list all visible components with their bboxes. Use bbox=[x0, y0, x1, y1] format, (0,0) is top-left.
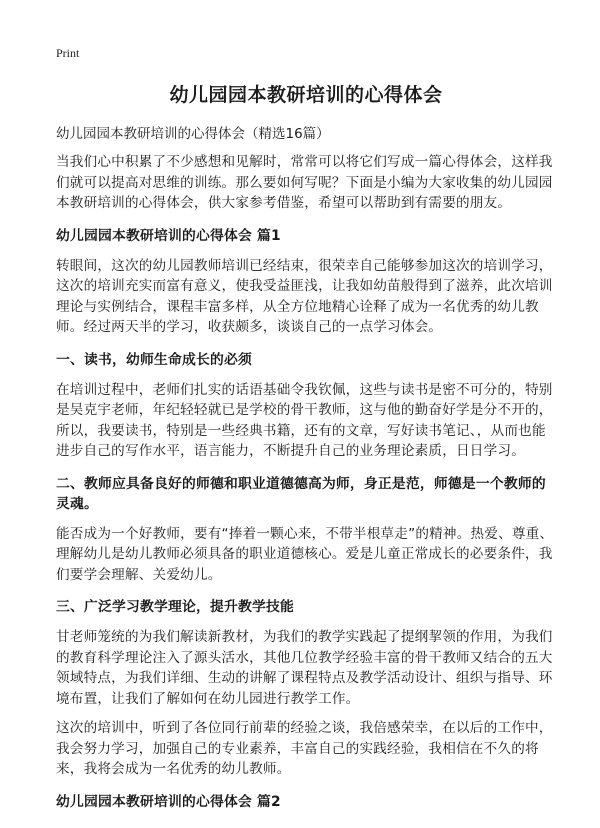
section-heading: 三、广泛学习教学理论，提升教学技能 bbox=[56, 599, 294, 615]
section-heading: 幼儿园园本教研培训的心得体会 篇1 bbox=[56, 227, 281, 244]
section-paragraph: 在培训过程中，老师们扎实的话语基础令我钦佩，这些与读书是密不可分的，特别是吴克宇老师，年纪轻轻就已是学校的骨干教师，这与他的勤奋好学是分不开的，所以，我要读书，特别是一些经典书籍，还有的文章，写好读书笔记、，从而也能进步自己的写作水平，语言能力，不断提升自己的业务理论素质，日日学习。 bbox=[56, 381, 553, 459]
page-title: 幼儿园园本教研培训的心得体会 bbox=[169, 84, 443, 106]
section-paragraph: 甘老师笼统的为我们解读新教材，为我们的教学实践起了提纲挈领的作用，为我们的教育科学理论注入了源头活水，其他几位教学经验丰富的骨干教师又结合的五大领域特点，为我们详细、生动的讲解了课程特点及教学活动设计、组织与指导、环境布置，让我们了解如何在幼儿园进行教学工作。 bbox=[56, 629, 553, 707]
section-heading: 二、教师应具备良好的师德和职业道德德高为师，身正是范，师德是一个教师的灵魂。 bbox=[56, 475, 546, 512]
article-body bbox=[56, 152, 556, 822]
section-paragraph: 能否成为一个好教师，要有“捧着一颗心来，不带半根草走”的精神。热爱、尊重、理解幼儿是幼儿教师必须具备的职业道德核心。爱是儿童正常成长的必要条件，我们要学会理解、关爱幼儿。 bbox=[56, 525, 554, 583]
closing-paragraph: 这次的培训中，听到了各位同行前辈的经验之谈，我倍感荣幸，在以后的工作中，我会努力学习，加强自己的专业素养，丰富自己的实践经验，我相信在不久的将来，我将会成为一名优秀的幼儿教师。 bbox=[56, 720, 553, 777]
print-link[interactable]: Print bbox=[56, 46, 80, 60]
subtitle: 幼儿园园本教研培训的心得体会（精选16篇） bbox=[56, 126, 330, 142]
section-paragraph: 转眼间，这次的幼儿园教师培训已经结束，很荣幸自己能够参加这次的培训学习，这次的培训充实而富有意义，使我受益匪浅，让我如幼苗般得到了滋养，此次培训理论与实例结合，课程丰富多样，从全方位地精心诠释了成为一名优秀的幼儿教师。经过两天半的学习，收获颇多，谈谈自己的一点学习体会。 bbox=[56, 257, 553, 335]
intro-paragraph: 当我们心中积累了不少感想和见解时，常常可以将它们写成一篇心得体会，这样我们就可以提高对思维的训练。那么要如何写呢？下面是小编为大家收集的幼儿园园本教研培训的心得体会，供大家参考借鉴，希望可以帮助到有需要的朋友。 bbox=[56, 154, 553, 211]
section-heading: 一、读书，幼师生命成长的必须 bbox=[56, 351, 252, 368]
next-section-heading: 幼儿园园本教研培训的心得体会 篇2 bbox=[56, 793, 281, 810]
